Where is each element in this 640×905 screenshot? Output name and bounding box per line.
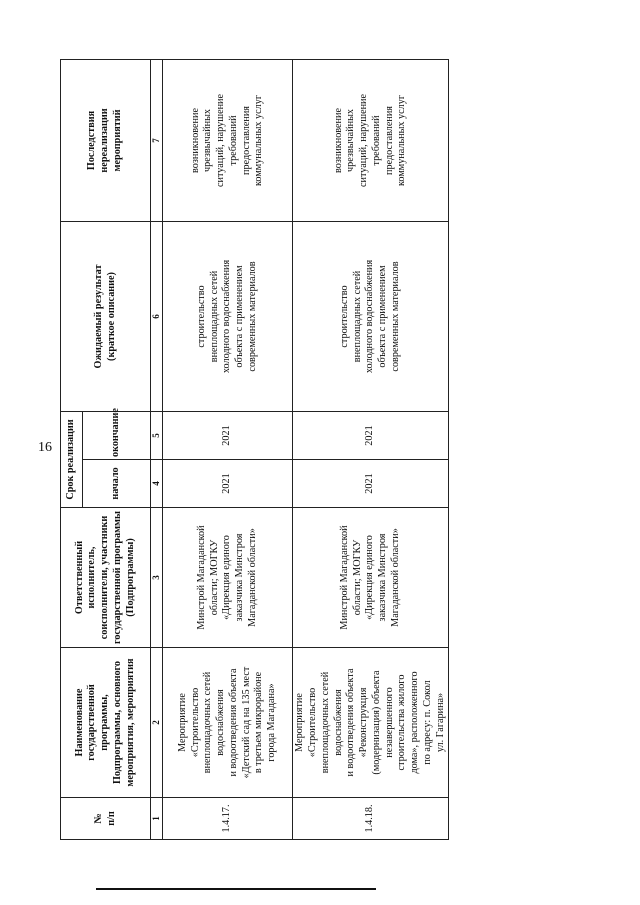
column-number: 4 bbox=[151, 460, 163, 508]
header-consequences: Последствия нереализации мероприятий bbox=[61, 59, 151, 221]
column-number: 5 bbox=[151, 411, 163, 459]
row-executor: Минстрой Магаданской области; МОГКУ «Дирекция единого заказчика Минстроя Магаданской области» bbox=[163, 508, 293, 648]
header-result: Ожидаемый результат (краткое описание) bbox=[61, 221, 151, 411]
rotated-table-area bbox=[60, 60, 446, 840]
row-name: Мероприятие «Строительство внеплощадочных сетей водоснабжения и водоотведения объекта «Реконструкция (модернизация) объекта незавершенного строительства жилого дома», расположенного по адресу: п. Сокол ул. Гагарина» bbox=[293, 648, 449, 798]
column-number: 2 bbox=[151, 648, 163, 798]
column-number: 1 bbox=[151, 798, 163, 840]
header-executor: Ответственный исполнитель, соисполнители, участники государственной программы (Подпрограммы) bbox=[61, 508, 151, 648]
row-name: Мероприятие «Строительство внеплощадочных сетей водоснабжения и водоотведения объекта «Детский сад на 135 мест в третьем микрорайоне города Магадана» bbox=[163, 648, 293, 798]
row-executor: Минстрой Магаданской области; МОГКУ «Дирекция единого заказчика Минстроя Магаданской области» bbox=[293, 508, 449, 648]
table-row bbox=[163, 59, 293, 839]
column-number: 7 bbox=[151, 59, 163, 221]
column-number: 3 bbox=[151, 508, 163, 648]
header-name: Наименование государственной программы, Подпрограммы, основного мероприятия, мероприятия bbox=[61, 648, 151, 798]
row-consequences: возникновение чрезвычайных ситуаций, нарушение требований предоставления коммунальных услуг bbox=[293, 59, 449, 221]
row-result: строительство внеплощадных сетей холодного водоснабжения объекта с применением современных материалов bbox=[163, 221, 293, 411]
bottom-rule bbox=[96, 888, 376, 890]
row-end: 2021 bbox=[293, 411, 449, 459]
row-num: 1.4.17. bbox=[163, 798, 293, 840]
column-number-row bbox=[151, 59, 163, 839]
header-start: начало bbox=[83, 460, 151, 508]
row-start: 2021 bbox=[163, 460, 293, 508]
row-start: 2021 bbox=[293, 460, 449, 508]
header-end: окончание bbox=[83, 411, 151, 459]
header-period: Срок реализации bbox=[61, 411, 83, 507]
header-num: № п/п bbox=[61, 798, 151, 840]
row-num: 1.4.18. bbox=[293, 798, 449, 840]
table-row bbox=[293, 59, 449, 839]
row-result: строительство внеплощадных сетей холодного водоснабжения объекта с применением современных материалов bbox=[293, 221, 449, 411]
page-number: 16 bbox=[38, 440, 52, 455]
row-end: 2021 bbox=[163, 411, 293, 459]
program-activities-table bbox=[60, 59, 449, 840]
row-consequences: возникновение чрезвычайных ситуаций, нарушение требований предоставления коммунальных услуг bbox=[163, 59, 293, 221]
column-number: 6 bbox=[151, 221, 163, 411]
rotated-table-wrapper bbox=[60, 60, 446, 840]
